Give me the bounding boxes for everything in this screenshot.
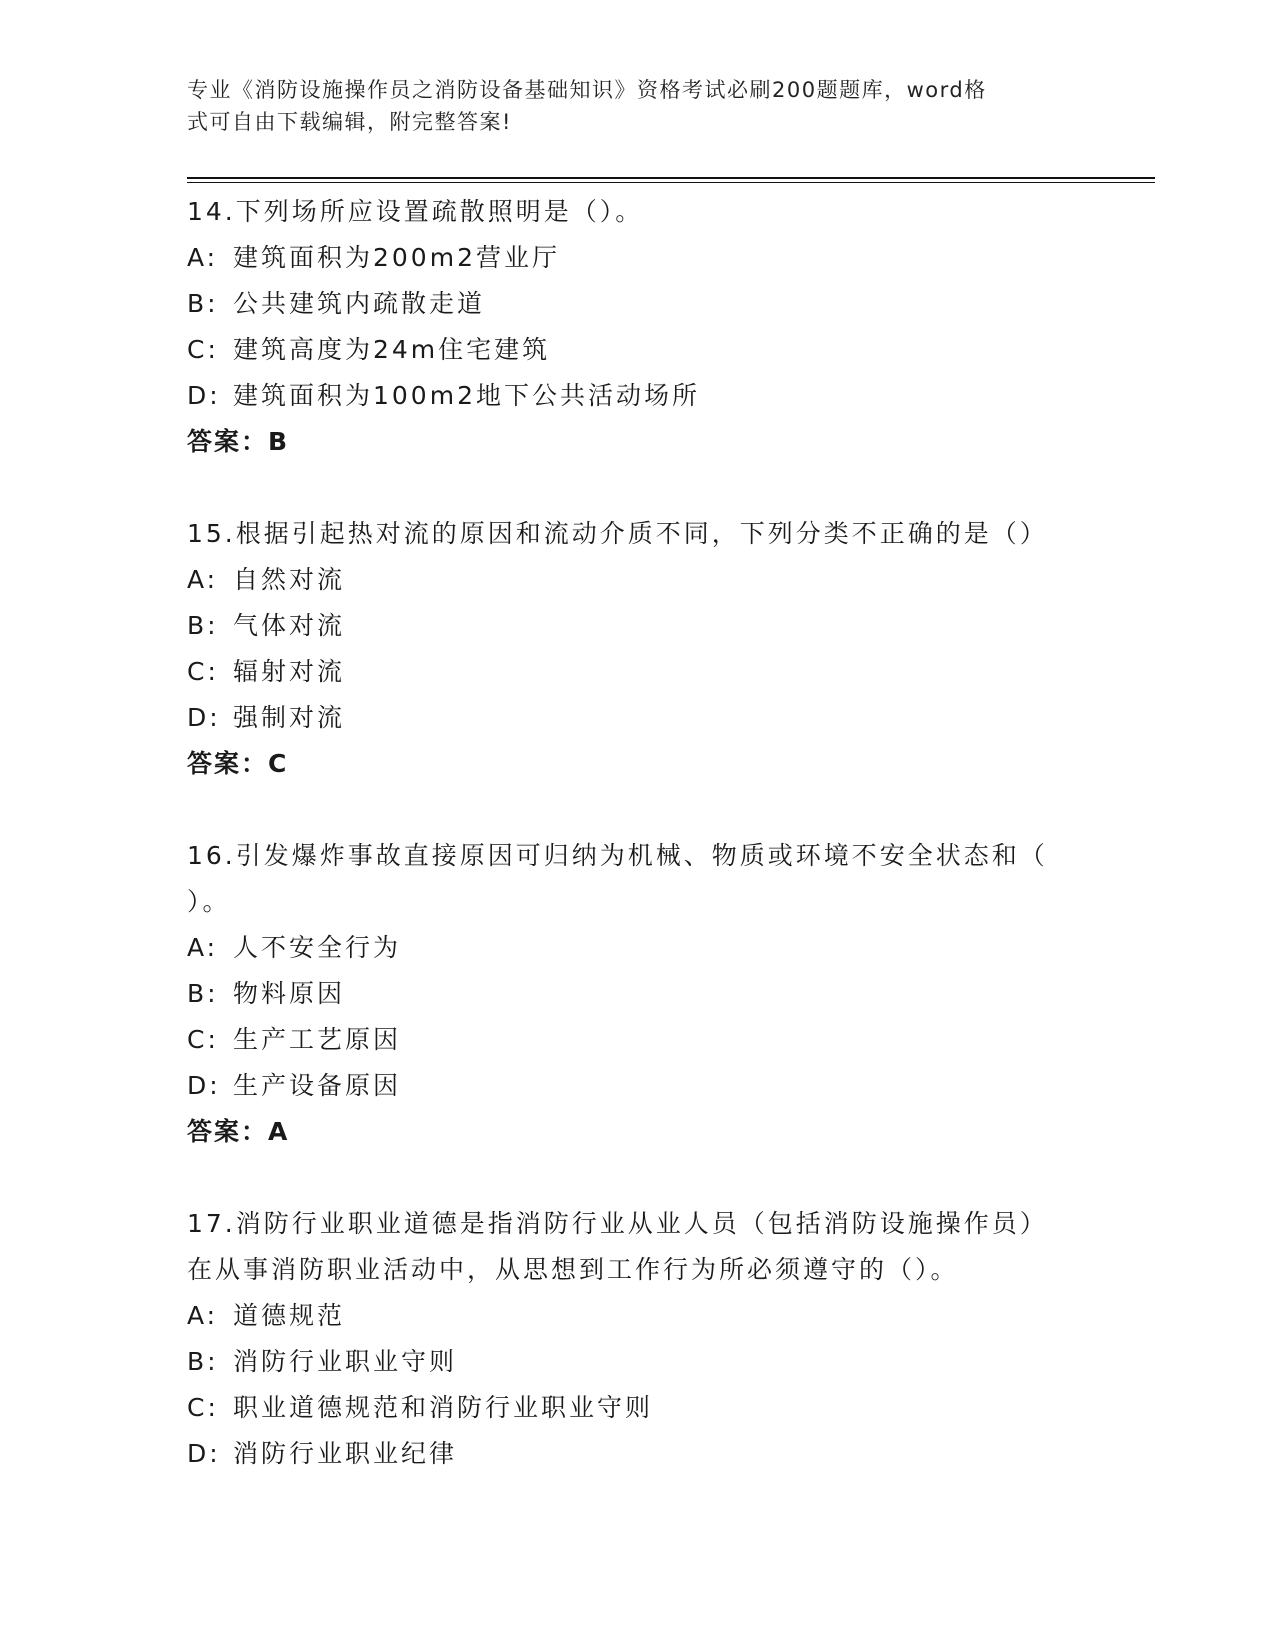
option-text: 气体对流	[233, 611, 346, 640]
option-text: 生产工艺原因	[233, 1025, 402, 1054]
spacer	[187, 465, 1087, 511]
question-stem: 17.消防行业职业道德是指消防行业从业人员（包括消防设施操作员）	[187, 1209, 1048, 1238]
spacer	[187, 787, 1087, 833]
option-b	[187, 603, 1087, 649]
answer-line: 答案：A	[187, 1117, 290, 1146]
option-c	[187, 649, 1087, 695]
option-label: D:	[187, 1439, 221, 1468]
option-b	[187, 1339, 1087, 1385]
option-label: D:	[187, 381, 221, 410]
option-c	[187, 327, 1087, 373]
option-label: A:	[187, 565, 219, 594]
question-stem: 16.引发爆炸事故直接原因可归纳为机械、物质或环境不安全状态和（	[187, 841, 1048, 870]
header-line-2: 式可自由下载编辑，附完整答案!	[187, 110, 512, 134]
option-label: D:	[187, 703, 221, 732]
question-stem: 14.下列场所应设置疏散照明是（）。	[187, 197, 644, 226]
option-d	[187, 1431, 1087, 1477]
option-c	[187, 1017, 1087, 1063]
header-line-1: 专业《消防设施操作员之消防设备基础知识》资格考试必刷200题题库，word格	[187, 78, 987, 102]
option-d	[187, 1063, 1087, 1109]
question-stem: 15.根据引起热对流的原因和流动介质不同，下列分类不正确的是（）	[187, 519, 1048, 548]
option-label: B:	[187, 611, 219, 640]
option-d	[187, 695, 1087, 741]
option-label: C:	[187, 335, 219, 364]
option-b	[187, 971, 1087, 1017]
option-label: B:	[187, 979, 219, 1008]
option-label: B:	[187, 1347, 219, 1376]
option-text: 自然对流	[233, 565, 346, 594]
question-list	[187, 189, 1087, 1477]
question-block	[187, 511, 1087, 787]
spacer	[187, 1155, 1087, 1201]
option-text: 物料原因	[233, 979, 346, 1008]
option-text: 建筑高度为24m住宅建筑	[233, 335, 551, 364]
option-text: 公共建筑内疏散走道	[233, 289, 486, 318]
option-text: 道德规范	[233, 1301, 346, 1330]
option-text: 建筑面积为200m2营业厅	[233, 243, 560, 272]
option-text: 辐射对流	[233, 657, 346, 686]
option-label: C:	[187, 1393, 219, 1422]
option-a	[187, 557, 1087, 603]
question-block	[187, 1201, 1087, 1477]
question-stem-continued: 在从事消防职业活动中，从思想到工作行为所必须遵守的（）。	[187, 1255, 959, 1284]
option-label: A:	[187, 1301, 219, 1330]
option-text: 建筑面积为100m2地下公共活动场所	[233, 381, 700, 410]
option-text: 强制对流	[233, 703, 346, 732]
option-a	[187, 925, 1087, 971]
option-label: B:	[187, 289, 219, 318]
option-c	[187, 1385, 1087, 1431]
option-label: A:	[187, 243, 219, 272]
question-block	[187, 189, 1087, 465]
option-a	[187, 235, 1087, 281]
option-text: 消防行业职业守则	[233, 1347, 458, 1376]
option-label: C:	[187, 1025, 219, 1054]
option-d	[187, 373, 1087, 419]
question-block	[187, 833, 1087, 1155]
option-text: 生产设备原因	[233, 1071, 402, 1100]
option-text: 消防行业职业纪律	[233, 1439, 458, 1468]
option-label: A:	[187, 933, 219, 962]
option-label: C:	[187, 657, 219, 686]
header-divider-thin	[187, 182, 1155, 183]
header-divider-thick	[187, 177, 1155, 179]
option-b	[187, 281, 1087, 327]
answer-line: 答案：C	[187, 749, 289, 778]
option-text: 人不安全行为	[233, 933, 402, 962]
document-header	[187, 74, 1067, 138]
option-text: 职业道德规范和消防行业职业守则	[233, 1393, 654, 1422]
option-a	[187, 1293, 1087, 1339]
question-stem-continued: ）。	[187, 887, 231, 916]
option-label: D:	[187, 1071, 221, 1100]
answer-line: 答案：B	[187, 427, 290, 456]
